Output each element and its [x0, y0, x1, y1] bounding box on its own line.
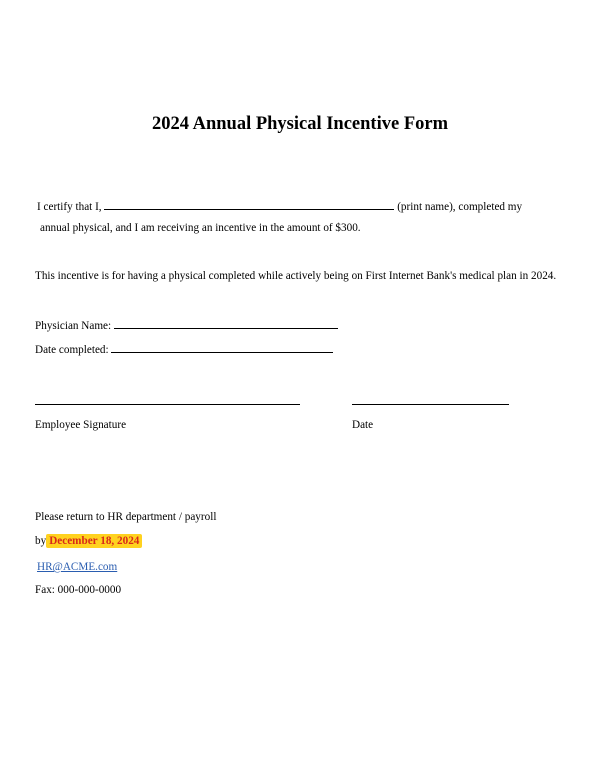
certify-line-2: annual physical, and I am receiving an incentive in the amount of $300. [40, 222, 361, 234]
physician-name-row [35, 318, 338, 332]
deadline-row [35, 535, 142, 547]
print-name-field[interactable] [104, 199, 394, 210]
date-completed-label: Date completed: [35, 344, 109, 356]
certify-suffix: (print name), completed my [397, 201, 523, 213]
incentive-note: This incentive is for having a physical completed while actively being on First Internet Bank's medical plan in 2024. [35, 270, 557, 282]
date-completed-row [35, 342, 333, 356]
signature-date-line[interactable] [352, 404, 509, 405]
physician-name-field[interactable] [114, 318, 338, 329]
date-completed-field[interactable] [111, 342, 333, 353]
employee-signature-line[interactable] [35, 404, 300, 405]
fax-number: Fax: 000-000-0000 [35, 584, 122, 596]
certify-prefix: I certify that I, [37, 201, 102, 213]
hr-email-row [37, 561, 117, 573]
certify-line-1 [37, 199, 522, 213]
employee-signature-label: Employee Signature [35, 419, 127, 431]
physician-name-label: Physician Name: [35, 320, 112, 332]
deadline-date: December 18, 2024 [46, 534, 142, 548]
signature-date-label: Date [352, 419, 374, 431]
hr-email-link[interactable]: HR@ACME.com [37, 561, 118, 573]
deadline-prefix: by [35, 535, 47, 547]
return-instruction: Please return to HR department / payroll [35, 511, 217, 523]
form-title: 2024 Annual Physical Incentive Form [151, 114, 448, 134]
